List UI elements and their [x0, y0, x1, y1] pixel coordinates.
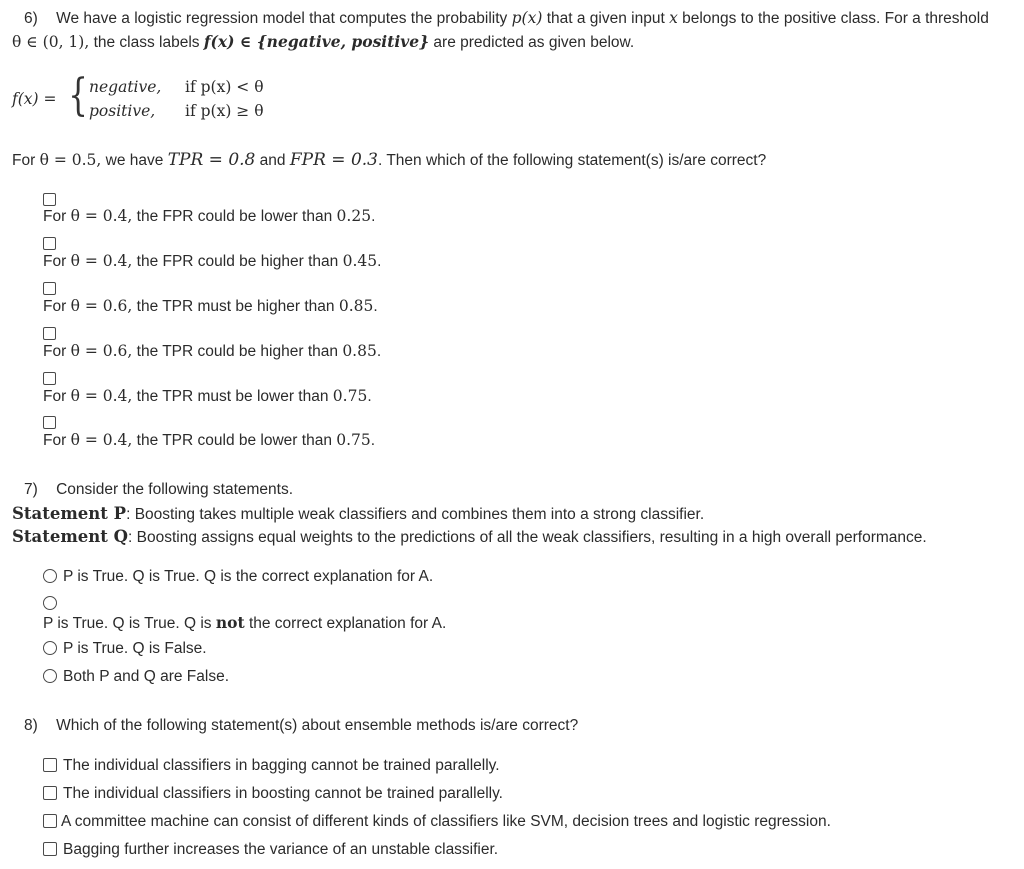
- q8-number: 8): [24, 717, 38, 734]
- checkbox[interactable]: [43, 327, 56, 340]
- q8-intro: [24, 717, 578, 735]
- q6-intro-a: We have a logistic regression model that computes the probability: [56, 10, 508, 27]
- q8-intro-text: Which of the following statement(s) about ensemble methods is/are correct?: [56, 717, 579, 734]
- option-body: the TPR must be higher than: [136, 298, 335, 315]
- option-theta: θ = 0.4,: [70, 431, 133, 449]
- q6-line2-theta: θ ∈ (0, 1),: [12, 33, 90, 51]
- radio-button[interactable]: [43, 641, 57, 655]
- radio-button[interactable]: [43, 596, 57, 610]
- case2-cond: if p(x) ≥ θ: [185, 102, 264, 120]
- q6-line2-a: the class labels: [93, 34, 200, 51]
- checkbox[interactable]: [43, 814, 57, 828]
- option-body: the TPR could be lower than: [136, 432, 332, 449]
- option-theta: θ = 0.4,: [70, 252, 133, 270]
- checkbox[interactable]: [43, 193, 56, 206]
- option-text: [43, 431, 375, 450]
- checkbox[interactable]: [43, 758, 57, 772]
- q6-intro-c: belongs to the positive class. For a threshold: [682, 10, 989, 27]
- option-text: P is True. Q is False.: [63, 640, 207, 657]
- option-text: A committee machine can consist of different kinds of classifiers like SVM, decision trees and logistic regression.: [61, 813, 831, 830]
- given-tpr: TPR = 0.8: [167, 150, 256, 170]
- given-a: For: [12, 152, 36, 169]
- option-end: .: [367, 388, 372, 405]
- statement-p-label: Statement P: [12, 504, 127, 523]
- checkbox[interactable]: [43, 842, 57, 856]
- radio-button[interactable]: [43, 669, 57, 683]
- statement-q-text: : Boosting assigns equal weights to the predictions of all the weak classifiers, resulting in a high overall performance.: [128, 529, 927, 546]
- checkbox[interactable]: [43, 282, 56, 295]
- radio-button[interactable]: [43, 569, 57, 583]
- option-bold: not: [215, 613, 245, 632]
- option-body: the FPR could be higher than: [136, 253, 339, 270]
- given-b: we have: [105, 152, 164, 169]
- statement-q: [12, 527, 927, 547]
- option-body: the TPR could be higher than: [136, 343, 338, 360]
- q6-intro-line1: [24, 9, 989, 28]
- option-body: the TPR must be lower than: [136, 388, 329, 405]
- option-pre: For: [43, 432, 67, 449]
- option-text: P is True. Q is True. Q is the correct explanation for A.: [63, 568, 434, 585]
- option-end: .: [377, 253, 382, 270]
- option-text: [43, 207, 375, 226]
- q7-intro-text: Consider the following statements.: [56, 481, 294, 498]
- checkbox[interactable]: [43, 416, 56, 429]
- case1-cond: if p(x) < θ: [185, 78, 264, 96]
- option-end: .: [371, 208, 376, 225]
- option-text: [43, 387, 372, 406]
- option-pre: For: [43, 343, 67, 360]
- q7-intro: [24, 481, 293, 499]
- option-end: .: [376, 343, 382, 360]
- option-text: [43, 342, 381, 361]
- q6-intro-b: that a given input: [546, 10, 665, 27]
- option-pre: P is True. Q is True. Q is: [43, 615, 212, 632]
- brace-icon: {: [68, 70, 88, 121]
- option-value: 0.85: [338, 297, 374, 315]
- given-c: . Then which of the following statement(s) is/are correct?: [377, 152, 767, 169]
- option-text: [43, 613, 446, 633]
- option-value: 0.45: [342, 252, 378, 270]
- option-text: [43, 297, 378, 316]
- given-theta: θ = 0.5,: [39, 151, 102, 169]
- option-text: The individual classifiers in bagging cannot be trained parallelly.: [63, 757, 500, 774]
- option-end: .: [373, 298, 378, 315]
- option-value: 0.85: [342, 342, 377, 360]
- q6-given: [12, 150, 766, 170]
- case1-label: negative,: [89, 78, 162, 96]
- fx-lhs: f(x) =: [12, 90, 57, 108]
- option-pre: For: [43, 298, 67, 315]
- option-value: 0.75: [332, 387, 368, 405]
- q6-line2-b: are predicted as given below.: [433, 34, 635, 51]
- option-pre: For: [43, 208, 67, 225]
- q6-number: 6): [24, 10, 38, 27]
- statement-p-text: : Boosting takes multiple weak classifiers and combines them into a strong classifier.: [126, 506, 705, 523]
- q6-line2-fx: f(x) ∈ {negative, positive}: [203, 32, 430, 51]
- checkbox[interactable]: [43, 372, 56, 385]
- option-text: [43, 252, 381, 271]
- checkbox[interactable]: [43, 237, 56, 250]
- option-post: the correct explanation for A.: [248, 615, 447, 632]
- given-and: and: [259, 152, 286, 169]
- option-body: the FPR could be lower than: [136, 208, 333, 225]
- option-theta: θ = 0.6,: [70, 342, 133, 360]
- option-pre: For: [43, 253, 67, 270]
- option-pre: For: [43, 388, 67, 405]
- statement-p: [12, 504, 704, 524]
- option-text: Bagging further increases the variance of an unstable classifier.: [63, 841, 499, 858]
- given-fpr: FPR = 0.3: [289, 150, 378, 170]
- option-end: .: [370, 432, 376, 449]
- checkbox[interactable]: [43, 786, 57, 800]
- q6-intro-line2: [12, 32, 634, 52]
- option-value: 0.75: [336, 431, 371, 449]
- option-text: Both P and Q are False.: [63, 668, 230, 685]
- q6-intro-px: p(x): [511, 9, 543, 27]
- option-theta: θ = 0.4,: [70, 207, 133, 225]
- option-theta: θ = 0.6,: [70, 297, 133, 315]
- statement-q-label: Statement Q: [12, 527, 129, 546]
- q7-number: 7): [24, 481, 38, 498]
- option-text: The individual classifiers in boosting cannot be trained parallelly.: [63, 785, 503, 802]
- option-value: 0.25: [336, 207, 372, 225]
- case2-label: positive,: [89, 102, 156, 120]
- q6-intro-x: x: [669, 9, 678, 27]
- option-theta: θ = 0.4,: [70, 387, 133, 405]
